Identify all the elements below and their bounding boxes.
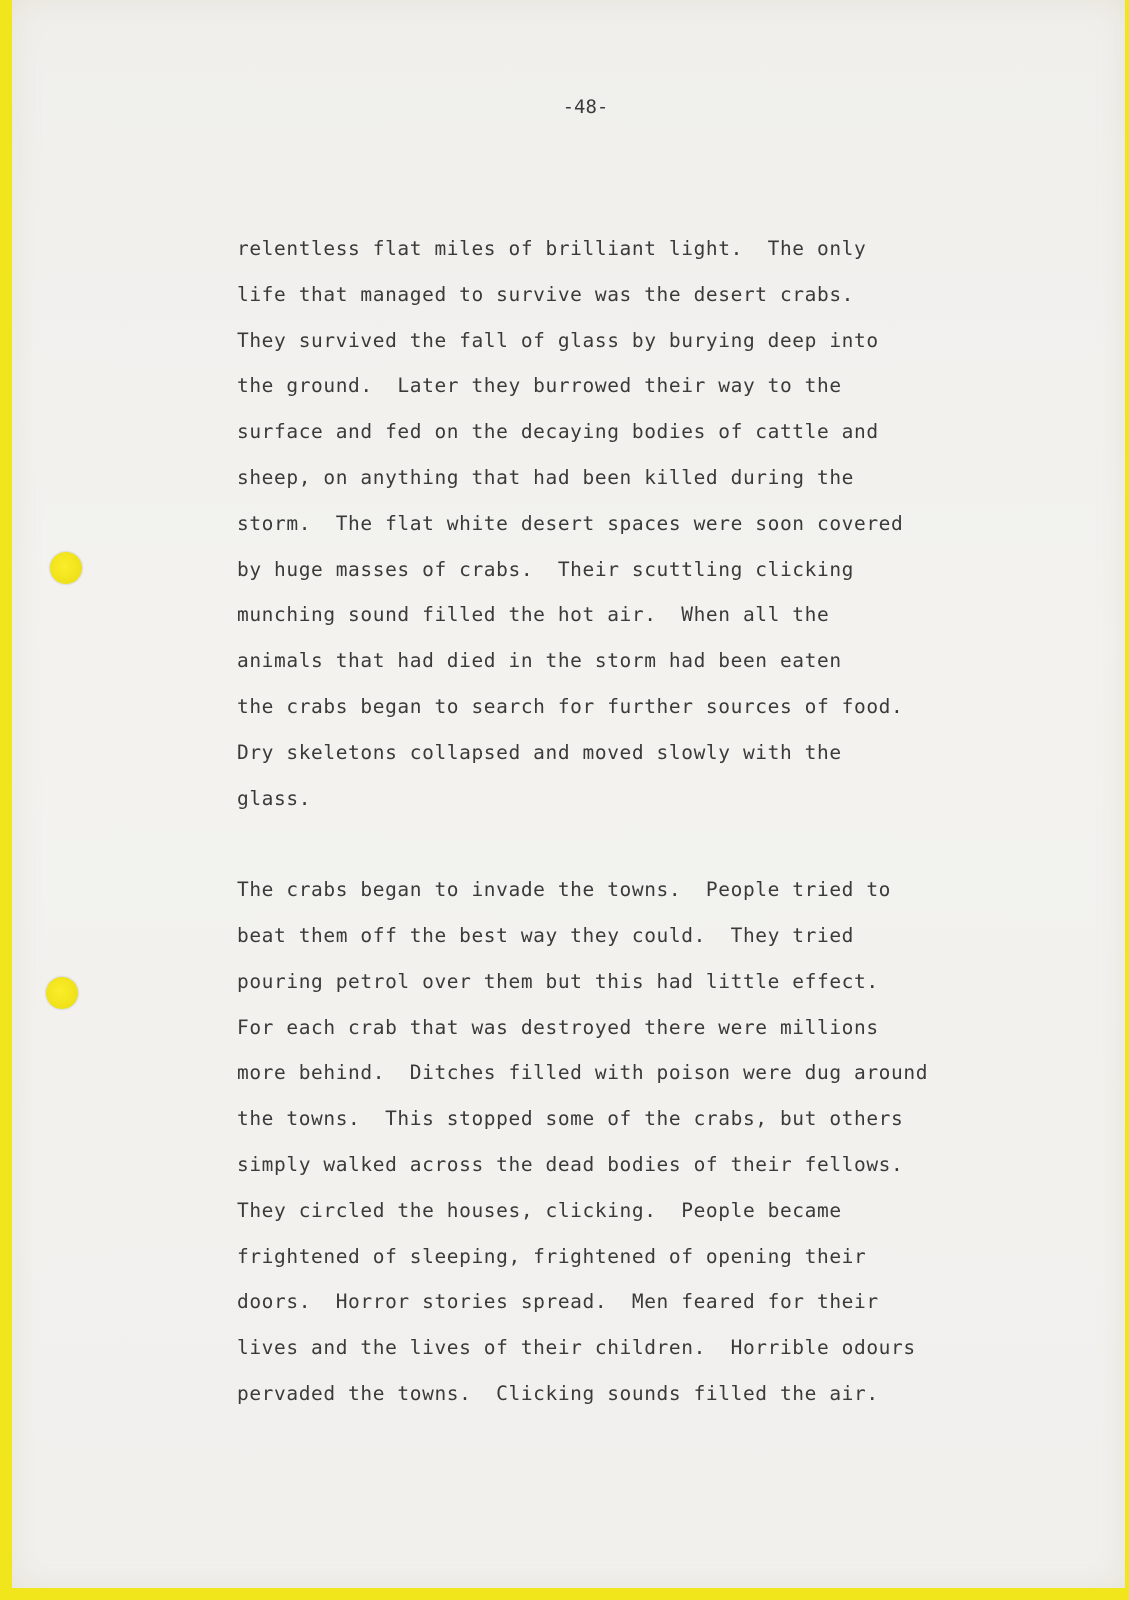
text-line: by huge masses of crabs. Their scuttling clicking [237,557,854,581]
text-line: sheep, on anything that had been killed during the [237,465,854,489]
text-line: the crabs began to search for further sources of food. [237,694,904,718]
text-line: munching sound filled the hot air. When all the [237,603,830,627]
text-line: the towns. This stopped some of the crabs, but others [237,1107,904,1131]
text-line: storm. The flat white desert spaces were soon covered [237,511,904,535]
text-line: surface and fed on the decaying bodies of cattle and [237,420,879,444]
text-line: pouring petrol over them but this had little effect. [237,969,879,993]
text-line: beat them off the best way they could. They tried [237,923,854,947]
text-line: For each crab that was destroyed there were millions [237,1015,879,1039]
paragraph-2 [237,867,1037,1417]
text-line: relentless flat miles of brilliant light. The only [237,237,867,260]
text-line: Dry skeletons collapsed and moved slowly with the [237,740,842,764]
binder-hole-top [50,552,82,584]
text-line: the ground. Later they burrowed their way to the [237,374,842,398]
text-line: The crabs began to invade the towns. People tried to [237,878,892,902]
text-line: They survived the fall of glass by burying deep into [237,328,879,352]
text-line: frightened of sleeping, frightened of opening their [237,1244,867,1268]
text-line: glass. [237,786,312,810]
text-line: simply walked across the dead bodies of their fellows. [237,1152,904,1176]
text-line: life that managed to survive was the desert crabs. [237,282,854,306]
text-line: animals that had died in the storm had been eaten [237,649,842,673]
typewritten-page [12,0,1125,1588]
text-line: more behind. Ditches filled with poison were dug around [237,1061,929,1085]
text-line: lives and the lives of their children. Horrible odours [237,1336,916,1360]
paragraph-gap [237,821,1037,867]
binder-hole-bottom [46,977,78,1009]
text-line: They circled the houses, clicking. People became [237,1198,842,1222]
page-number: -48- [562,96,609,118]
body-text [237,226,1037,1417]
paragraph-1 [237,226,1037,821]
text-line: doors. Horror stories spread. Men feared for their [237,1290,879,1314]
text-line: pervaded the towns. Clicking sounds filled the air. [237,1381,879,1405]
